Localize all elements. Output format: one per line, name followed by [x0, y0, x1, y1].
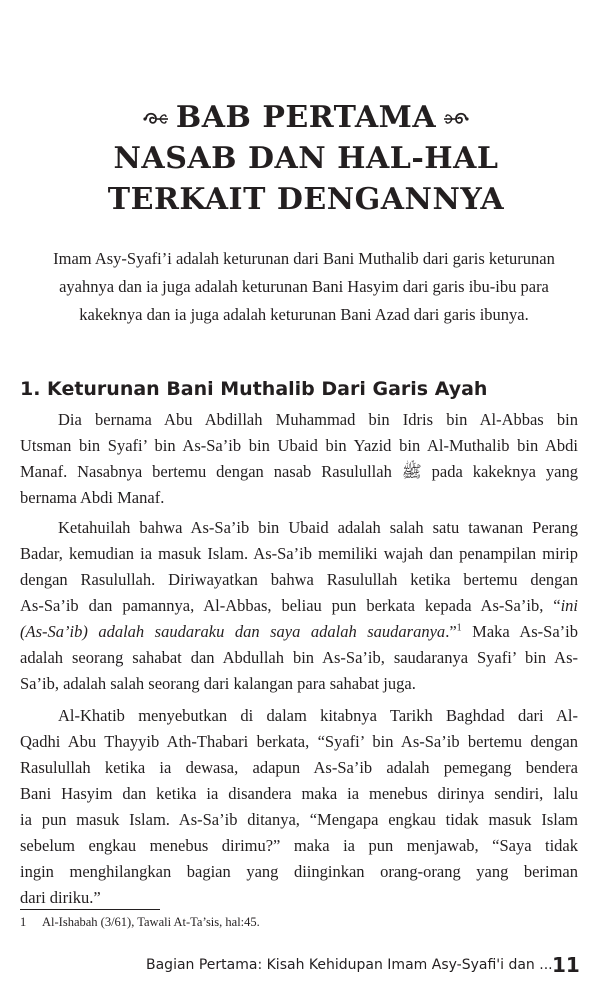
paragraph-1-line: Manaf. Nasabnya bertemu dengan nasab Rasulullah ﷺ pada kakeknya yang [20, 462, 578, 481]
paragraph-2-text: Maka As-Sa’ib [461, 622, 578, 641]
page-number: 11 [552, 953, 580, 977]
paragraph-2-text: As-Sa’ib dan pamannya, Al-Abbas, beliau pun berkata kepada As-Sa’ib, “ [20, 596, 561, 615]
paragraph-1-line: Utsman bin Syafi’ bin As-Sa’ib bin Ubaid bin Yazid bin Al-Muthalib bin Abdi [20, 436, 578, 455]
intro-line: ayahnya dan ia juga adalah keturunan Bani Hasyim dari garis ibu-ibu para [59, 277, 549, 296]
paragraph-1-line: bernama Abdi Manaf. [20, 488, 165, 507]
paragraph-2-line [20, 594, 578, 618]
paragraph-3-line: Al-Khatib menyebutkan di dalam kitabnya Tarikh Baghdad dari Al- [58, 706, 578, 725]
footnote-text: Al-Ishabah (3/61), Tawali At-Ta’sis, hal:45. [42, 915, 260, 929]
paragraph-3-line: sebelum engkau menebus dirimu?” maka ia pun menjawab, “Saya tidak [20, 836, 578, 855]
paragraph-3-line: ia pun masuk Islam. As-Sa’ib ditanya, “Mengapa engkau tidak masuk Islam [20, 810, 578, 829]
footnote-reference: 1 [456, 622, 462, 634]
running-footer-title: Bagian Pertama: Kisah Kehidupan Imam Asy-Syafi'i dan ... [146, 957, 553, 973]
chapter-intro [20, 245, 588, 329]
paragraph-3-line: Bani Hasyim dan ketika ia disandera maka ia menebus dirinya sendiri, lalu [20, 784, 578, 803]
footnote-divider [20, 909, 160, 910]
paragraph-3-line: Qadhi Abu Thayyib Ath-Thabari berkata, “Syafi’ bin As-Sa’ib bertemu dengan [20, 732, 578, 751]
section-heading: 1. Keturunan Bani Muthalib Dari Garis Ayah [20, 378, 488, 400]
intro-line: Imam Asy-Syafi’i adalah keturunan dari Bani Muthalib dari garis keturunan [53, 249, 555, 268]
paragraph-3-line: Rasulullah ketika ia dewasa, adapun As-Sa’ib adalah pemegang bendera [20, 758, 578, 777]
intro-line: kakeknya dan ia juga adalah keturunan Bani Azad dari garis ibunya. [79, 305, 529, 324]
chapter-title-line-1 [0, 100, 612, 135]
paragraph-2-line: adalah seorang sahabat dan Abdullah bin As-Sa’ib, saudaranya Syafi’ bin As- [20, 648, 578, 667]
paragraph-3-line: dari diriku.” [20, 888, 101, 907]
paragraph-3-line: ingin menghilangkan bagian yang diinginkan orang-orang yang beriman [20, 862, 578, 881]
chapter-title-text: BAB PERTAMA [175, 100, 437, 135]
paragraph-1-line: Dia bernama Abu Abdillah Muhammad bin Idris bin Al-Abbas bin [58, 410, 578, 429]
chapter-title-line-2: NASAB DAN HAL-HAL [113, 141, 499, 176]
paragraph-2-line: dengan Rasulullah. Diriwayatkan bahwa Rasulullah ketika bertemu dengan [20, 570, 578, 589]
paragraph-2-line [20, 620, 578, 644]
paragraph-2-line: Sa’ib, adalah salah seorang dari kalangan para sahabat juga. [20, 674, 416, 693]
paragraph-2-line: Badar, kemudian ia masuk Islam. As-Sa’ib memiliki wajah dan penampilan mirip [20, 544, 578, 563]
floral-ornament-right-icon [442, 108, 470, 130]
footnote-number: 1 [20, 915, 27, 929]
footnote [20, 915, 260, 930]
paragraph-2-line: Ketahuilah bahwa As-Sa’ib bin Ubaid adalah salah satu tawanan Perang [58, 518, 578, 537]
quote-close: .” [445, 622, 457, 641]
chapter-title-line-3: TERKAIT DENGANNYA [107, 182, 505, 217]
quote-italic: ini [560, 596, 578, 615]
quote-italic: (As-Sa’ib) adalah saudaraku dan saya adalah saudaranya [20, 622, 446, 641]
floral-ornament-left-icon [142, 108, 170, 130]
